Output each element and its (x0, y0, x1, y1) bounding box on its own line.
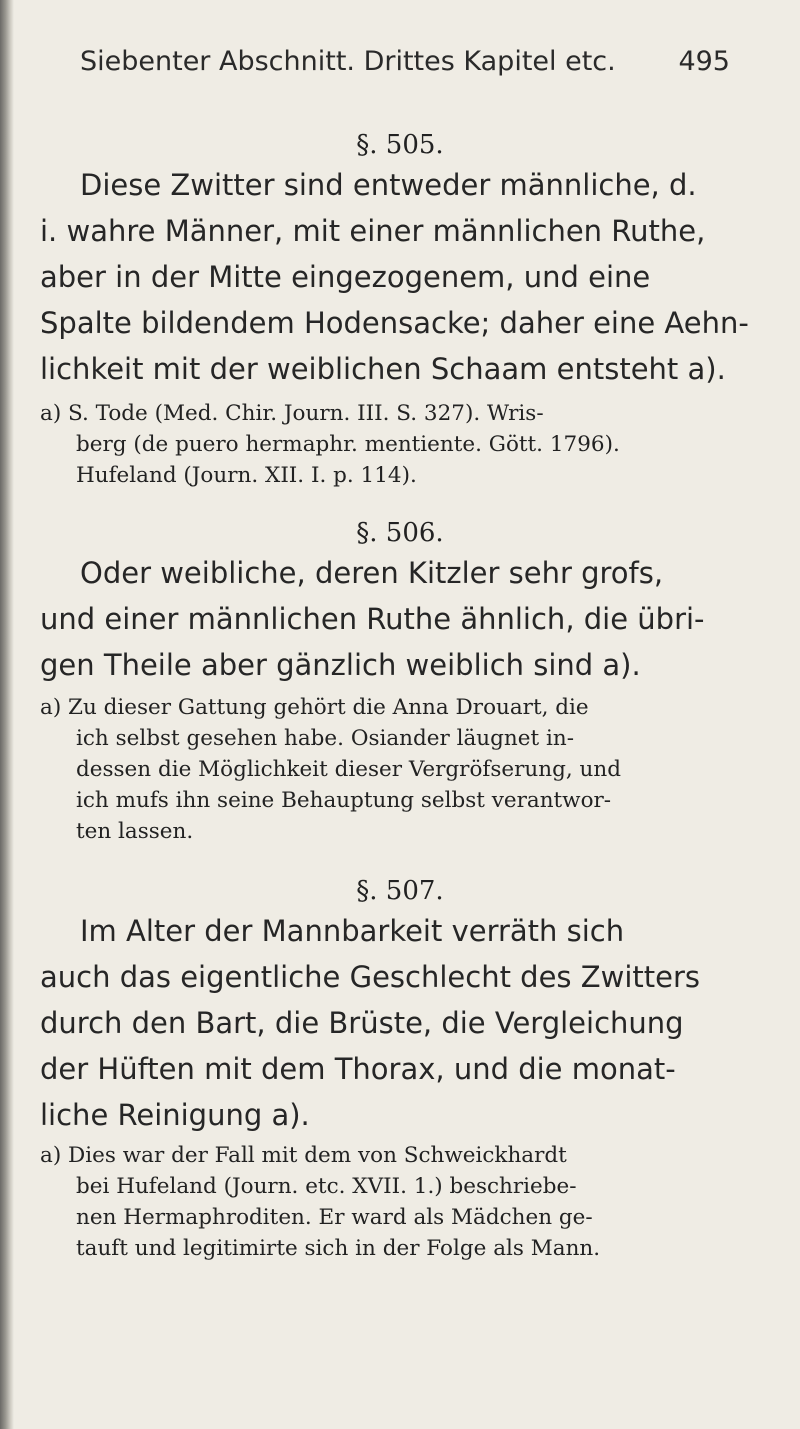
body-line: i. wahre Männer, mit einer männlichen Ruthe, (40, 214, 706, 248)
body-line: gen Theile aber gänzlich weiblich sind a). (40, 648, 641, 682)
footnote-line: bei Hufeland (Journ. etc. XVII. 1.) beschriebe- (76, 1174, 577, 1199)
section-heading-506: §. 506. (356, 518, 444, 548)
footnote-505 (40, 398, 745, 491)
running-title: Siebenter Abschnitt. Drittes Kapitel etc. (80, 46, 616, 77)
footnote-line: a) S. Tode (Med. Chir. Journ. III. S. 327). Wris- (40, 401, 544, 426)
footnote-line: dessen die Möglichkeit dieser Vergröfserung, und (76, 757, 621, 782)
footnote-line: ich selbst gesehen habe. Osiander läugnet in- (76, 726, 574, 751)
body-line: auch das eigentliche Geschlecht des Zwitters (40, 960, 700, 994)
body-line: lichkeit mit der weiblichen Schaam entsteht a). (40, 352, 726, 386)
footnote-line: nen Hermaphroditen. Er ward als Mädchen ge- (76, 1205, 593, 1230)
footnote-506 (40, 692, 745, 847)
book-binding-edge (0, 0, 14, 1429)
body-line: Oder weibliche, deren Kitzler sehr grofs, (80, 556, 664, 590)
footnote-line: Hufeland (Journ. XII. I. p. 114). (76, 463, 417, 488)
body-line: aber in der Mitte eingezogenem, und eine (40, 260, 651, 294)
body-line: Spalte bildendem Hodensacke; daher eine Aehn- (40, 306, 749, 340)
section-505-body (40, 162, 750, 392)
footnote-line: a) Zu dieser Gattung gehört die Anna Drouart, die (40, 695, 589, 720)
footnote-line: tauft und legitimirte sich in der Folge als Mann. (76, 1236, 601, 1261)
section-heading-507: §. 507. (356, 876, 444, 906)
footnote-line: berg (de puero hermaphr. mentiente. Gött. 1796). (76, 432, 620, 457)
section-506-body (40, 550, 750, 688)
body-line: liche Reinigung a). (40, 1098, 310, 1132)
body-line: der Hüften mit dem Thorax, und die monat- (40, 1052, 676, 1086)
footnote-507 (40, 1140, 745, 1264)
body-line: Im Alter der Mannbarkeit verräth sich (80, 914, 625, 948)
section-507-body (40, 908, 750, 1138)
body-line: durch den Bart, die Brüste, die Vergleichung (40, 1006, 684, 1040)
body-line: Diese Zwitter sind entweder männliche, d. (80, 168, 697, 202)
running-header (80, 46, 730, 86)
section-heading-505: §. 505. (356, 130, 444, 160)
footnote-line: ich mufs ihn seine Behauptung selbst verantwor- (76, 788, 612, 813)
footnote-line: ten lassen. (76, 819, 194, 844)
footnote-line: a) Dies war der Fall mit dem von Schweickhardt (40, 1143, 567, 1168)
page-number: 495 (678, 46, 730, 77)
body-line: und einer männlichen Ruthe ähnlich, die übri- (40, 602, 705, 636)
